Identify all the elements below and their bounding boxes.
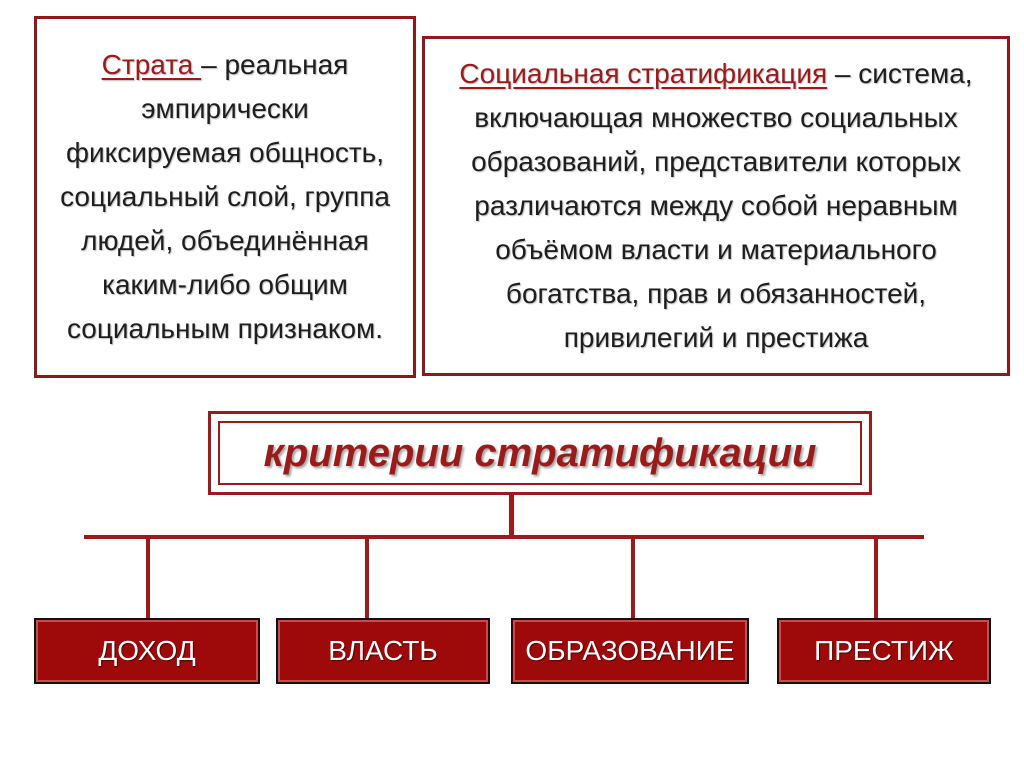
branch-connector-income: [146, 539, 150, 618]
strata-line-6: каким-либо общим: [102, 269, 348, 300]
stratification-definition-text: [459, 52, 972, 360]
title-stem-connector: [509, 495, 514, 537]
branch-connector-education: [631, 539, 635, 618]
criterion-income: [34, 618, 260, 684]
criteria-title-frame: [218, 421, 862, 485]
strata-line-3: фиксируемая общность,: [65, 137, 385, 168]
criteria-title: критерии стратификации: [263, 430, 817, 475]
criteria-title-box: [208, 411, 872, 495]
criterion-education: [511, 618, 749, 684]
strata-term: Страта: [101, 49, 202, 80]
criterion-income-label: ДОХОД: [98, 635, 196, 666]
strata-definition-text: [60, 43, 390, 351]
criterion-education-label: ОБРАЗОВАНИЕ: [525, 635, 735, 666]
stratification-line-6: богатства, прав и обязанностей,: [505, 278, 927, 309]
horizontal-bus-connector: [84, 535, 924, 539]
stratification-term: Социальная стратификация: [459, 58, 828, 89]
stratification-line-5: объёмом власти и материального: [495, 234, 937, 265]
strata-line-1: – реальная: [201, 49, 349, 80]
stratification-line-4: различаются между собой неравным: [474, 190, 958, 221]
strata-definition-box: [34, 16, 416, 378]
stratification-line-1: – система,: [827, 58, 973, 89]
stratification-definition-box: [422, 36, 1010, 376]
criterion-power-label: ВЛАСТЬ: [328, 635, 438, 666]
criterion-prestige-label: ПРЕСТИЖ: [814, 635, 954, 666]
strata-line-7: социальным признаком.: [66, 313, 384, 344]
branch-connector-prestige: [874, 539, 878, 618]
stratification-line-7: привилегий и престижа: [563, 322, 869, 353]
criterion-power: [276, 618, 490, 684]
branch-connector-power: [365, 539, 369, 618]
stratification-line-3: образований, представители которых: [471, 146, 961, 177]
stratification-line-2: включающая множество социальных: [474, 102, 958, 133]
strata-line-2: эмпирически: [141, 93, 309, 124]
strata-line-4: социальный слой, группа: [60, 181, 390, 212]
strata-line-5: людей, объединённая: [81, 225, 369, 256]
criterion-prestige: [777, 618, 991, 684]
